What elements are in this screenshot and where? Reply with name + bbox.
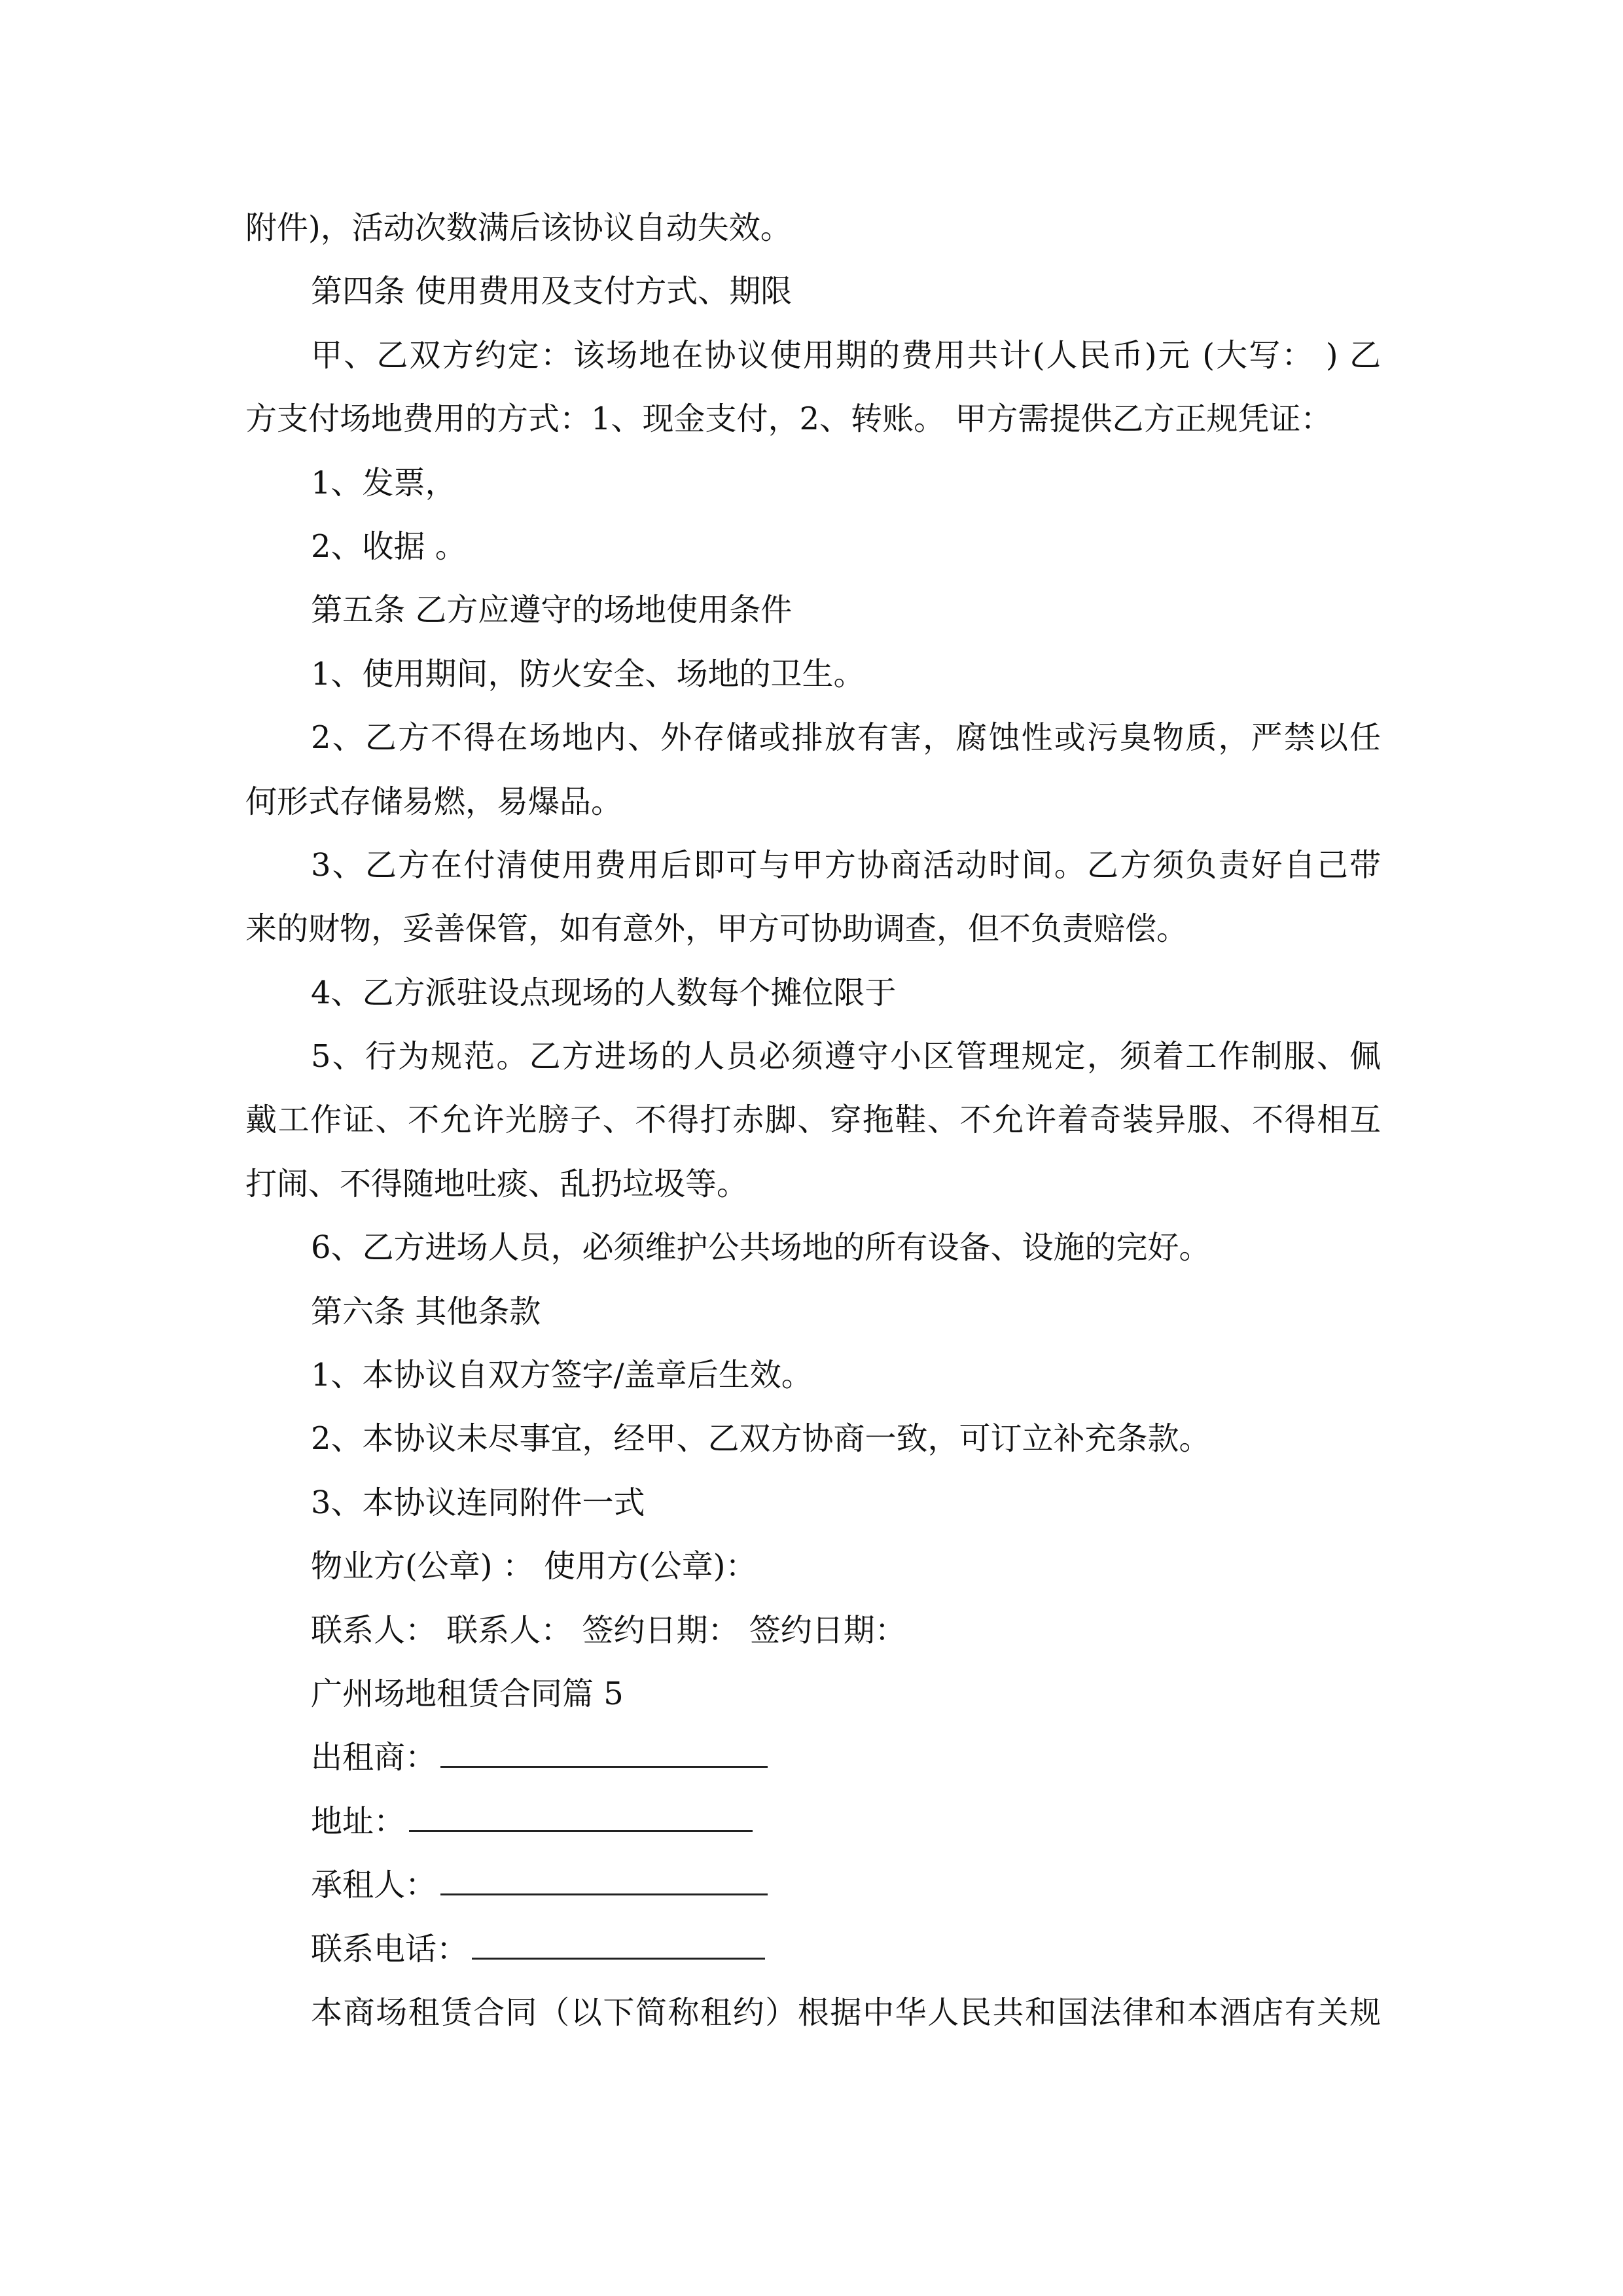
paragraph-line: 戴工作证、不允许光膀子、不得打赤脚、穿拖鞋、不允许着奇装异服、不得相互 — [245, 1102, 1381, 1139]
list-item: 2、收据 。 — [311, 528, 467, 565]
lessor-field — [245, 1726, 1381, 1789]
list-item: 3、乙方在付清使用费用后即可与甲方协商活动时间。乙方须负责好自己带 — [311, 846, 1381, 884]
paragraph-line: 方支付场地费用的方式：1、现金支付，2、转账。 甲方需提供乙方正规凭证： — [245, 401, 1332, 438]
paragraph-line: 本商场租赁合同（以下简称租约）根据中华人民共和国法律和本酒店有关规 — [311, 1994, 1381, 2031]
article-heading: 第六条 其他条款 — [311, 1293, 541, 1330]
paragraph-line: 甲、乙双方约定：该场地在协议使用期的费用共计(人民币)元 (大写： ) 乙 — [311, 336, 1381, 374]
article-heading: 第五条 乙方应遵守的场地使用条件 — [311, 592, 793, 629]
lessee-field — [245, 1854, 1381, 1917]
section-title: 广州场地租赁合同篇 5 — [311, 1675, 624, 1712]
fill-in-blank — [409, 1804, 753, 1832]
list-item: 1、使用期间，防火安全、场地的卫生。 — [311, 655, 865, 692]
address-field — [245, 1790, 1381, 1854]
list-item: 1、发票， — [311, 464, 457, 501]
list-item: 6、乙方进场人员，必须维护公共场地的所有设备、设施的完好。 — [311, 1229, 1211, 1266]
fill-in-blank — [440, 1867, 768, 1895]
paragraph-line: 附件)，活动次数满后该协议自动失效。 — [245, 209, 792, 246]
document-body — [245, 196, 1381, 2045]
list-item: 2、乙方不得在场地内、外存储或排放有害，腐蚀性或污臭物质，严禁以任 — [311, 719, 1381, 757]
contact-line: 联系人： 联系人： 签约日期： 签约日期： — [311, 1611, 906, 1649]
paragraph-line: 何形式存储易燃，易爆品。 — [245, 783, 623, 820]
list-item: 5、行为规范。乙方进场的人员必须遵守小区管理规定，须着工作制服、佩 — [311, 1038, 1381, 1075]
list-item: 1、本协议自双方签字/盖章后生效。 — [311, 1357, 813, 1394]
field-label: 承租人： — [311, 1867, 437, 1904]
paragraph-line: 打闹、不得随地吐痰、乱扔垃圾等。 — [245, 1165, 749, 1202]
field-label: 联系电话： — [311, 1930, 469, 1967]
fill-in-blank — [440, 1740, 768, 1768]
field-label: 出租商： — [311, 1739, 437, 1776]
article-heading: 第四条 使用费用及支付方式、期限 — [311, 273, 793, 310]
signature-line: 物业方(公章) ： 使用方(公章)： — [311, 1548, 757, 1585]
list-item: 3、本协议连同附件一式 — [311, 1484, 645, 1521]
fill-in-blank — [472, 1931, 765, 1960]
phone-field — [245, 1918, 1381, 1981]
list-item: 4、乙方派驻设点现场的人数每个摊位限于 — [311, 974, 897, 1011]
paragraph-line: 来的财物，妥善保管，如有意外，甲方可协助调查，但不负责赔偿。 — [245, 910, 1188, 948]
field-label: 地址： — [311, 1803, 406, 1840]
list-item: 2、本协议未尽事宜，经甲、乙双方协商一致，可订立补充条款。 — [311, 1420, 1211, 1458]
